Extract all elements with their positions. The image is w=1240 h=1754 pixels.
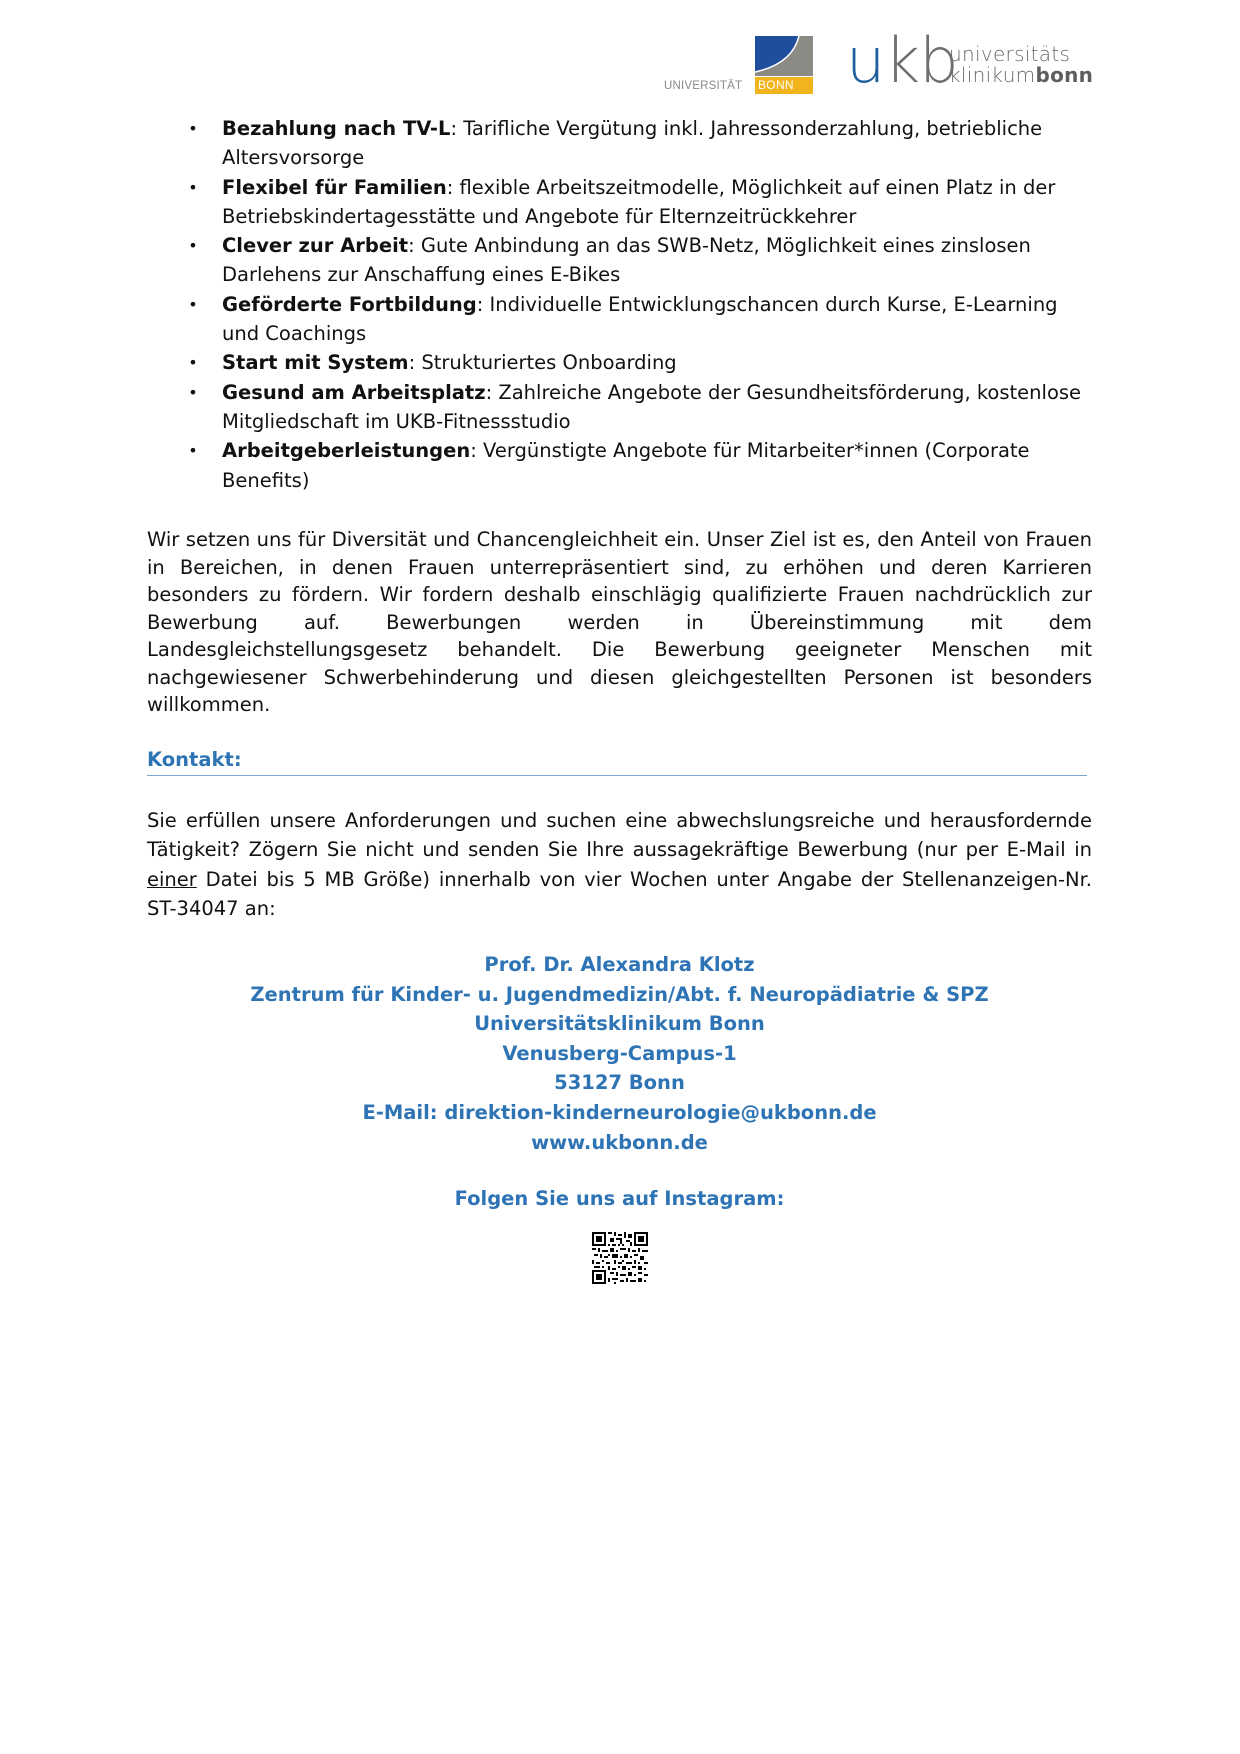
application-text-2: Datei bis 5 MB Größe) innerhalb von vier Wochen unter Angabe der Stellenanzeigen-Nr. ST-34047 an: — [147, 867, 1092, 920]
benefit-item — [147, 173, 1092, 232]
benefit-title: Bezahlung nach TV-L — [222, 117, 451, 140]
benefit-item — [147, 231, 1092, 290]
benefit-title: Start mit System — [222, 351, 409, 375]
benefit-item — [147, 290, 1092, 349]
benefits-list — [147, 114, 1092, 495]
contact-name: Prof. Dr. Alexandra Klotz — [484, 953, 755, 976]
ukb-logo-u: u — [846, 24, 885, 97]
contact-department: Zentrum für Kinder- u. Jugendmedizin/Abt. f. Neuropädiatrie & SPZ — [250, 982, 989, 1006]
ukb-logo-line1: universitäts — [949, 42, 1071, 66]
uni-bonn-logo-bonn: BONN — [755, 77, 813, 94]
contact-block — [147, 950, 1092, 1157]
benefit-text: : Tarifliche Vergütung inkl. Jahressonderzahlung, betriebliche Altersvorsorge — [222, 117, 1043, 170]
benefit-title: Flexibel für Familien — [222, 175, 447, 199]
benefit-text: : Zahlreiche Angebote der Gesundheitsförderung, kostenlose Mitgliedschaft im UKB-Fitnessstudio — [222, 380, 1082, 433]
benefit-title: Arbeitgeberleistungen — [222, 439, 471, 463]
benefit-title: Geförderte Fortbildung — [222, 292, 477, 316]
uni-bonn-logo-mark-icon — [755, 36, 813, 76]
website-link[interactable]: www.ukbonn.de — [531, 1130, 708, 1154]
application-instructions — [147, 806, 1092, 923]
ukb-logo-line2 — [949, 65, 1093, 86]
application-text-1: Sie erfüllen unsere Anforderungen und suchen eine abwechslungsreiche und herausfordernde Tätigkeit? Zögern Sie nicht und senden Sie Ihre aussagekräftige Bewerbung (nur per E-Mail in — [147, 809, 1092, 862]
benefit-item — [147, 114, 1092, 173]
benefit-item — [147, 348, 1092, 377]
benefit-text: : Vergünstigte Angebote für Mitarbeiter*innen (Corporate Benefits) — [222, 439, 1030, 492]
benefit-text: : Strukturiertes Onboarding — [408, 351, 677, 375]
kontakt-heading: Kontakt: — [147, 747, 1087, 776]
benefit-text: : Gute Anbindung an das SWB-Netz, Möglichkeit eines zinslosen Darlehens zur Anschaffung eines E-Bikes — [222, 234, 1031, 287]
diversity-paragraph: Wir setzen uns für Diversität und Chancengleichheit ein. Unser Ziel ist es, den Anteil von Frauen in Bereichen, in denen Frauen unterrepräsentiert sind, zu erhöhen und deren Karrieren besonders zu fördern. Wir fordern deshalb einschlägig qualifizierte Frauen nachdrücklich zur Bewerbung auf. Bewerbungen werden in Übereinstimmung mit dem Landesgleichstellungsgesetz behandelt. Die Bewerbung geeigneter Menschen mit nachgewiesener Schwerbehinderung und diesen gleichgestellten Personen ist besonders willkommen. — [147, 528, 1092, 716]
ukb-logo-mark — [846, 24, 958, 97]
universitaet-bonn-logo — [664, 36, 814, 94]
ukb-logo-text — [949, 44, 1093, 86]
contact-email-link[interactable]: E-Mail: direktion-kinderneurologie@ukbonn.de — [362, 1100, 877, 1124]
ukb-logo-klinikum: klinikum — [949, 63, 1036, 87]
ukb-logo-kb: kb — [884, 24, 958, 97]
instagram-label: Folgen Sie uns auf Instagram: — [454, 1187, 785, 1210]
benefit-item — [147, 436, 1092, 495]
bullet-icon: • — [188, 382, 198, 402]
application-text-underlined: einer — [147, 867, 197, 891]
bullet-icon: • — [188, 353, 198, 373]
bullet-icon: • — [188, 294, 198, 314]
benefit-title: Clever zur Arbeit — [222, 234, 409, 258]
benefit-item — [147, 378, 1092, 437]
ukb-logo-bonn: bonn — [1035, 63, 1094, 87]
bullet-icon: • — [188, 177, 198, 197]
contact-city: 53127 Bonn — [554, 1071, 685, 1095]
contact-institution: Universitätsklinikum Bonn — [474, 1012, 765, 1036]
benefit-text: : Individuelle Entwicklungschancen durch Kurse, E-Learning und Coachings — [222, 292, 1058, 346]
bullet-icon: • — [188, 441, 198, 461]
ukb-logo — [846, 24, 1096, 97]
benefit-title: Gesund am Arbeitsplatz — [222, 380, 486, 404]
contact-street: Venusberg-Campus-1 — [502, 1041, 737, 1065]
uni-bonn-logo-word: UNIVERSITÄT — [664, 80, 743, 92]
bullet-icon: • — [188, 236, 198, 256]
benefit-text: : flexible Arbeitszeitmodelle, Möglichkeit auf einen Platz in der Betriebskindertagesstätte und Angebote für Elternzeitrückkehrer — [222, 175, 1056, 228]
qr-code-icon[interactable] — [592, 1232, 648, 1284]
bullet-icon: • — [188, 119, 198, 138]
